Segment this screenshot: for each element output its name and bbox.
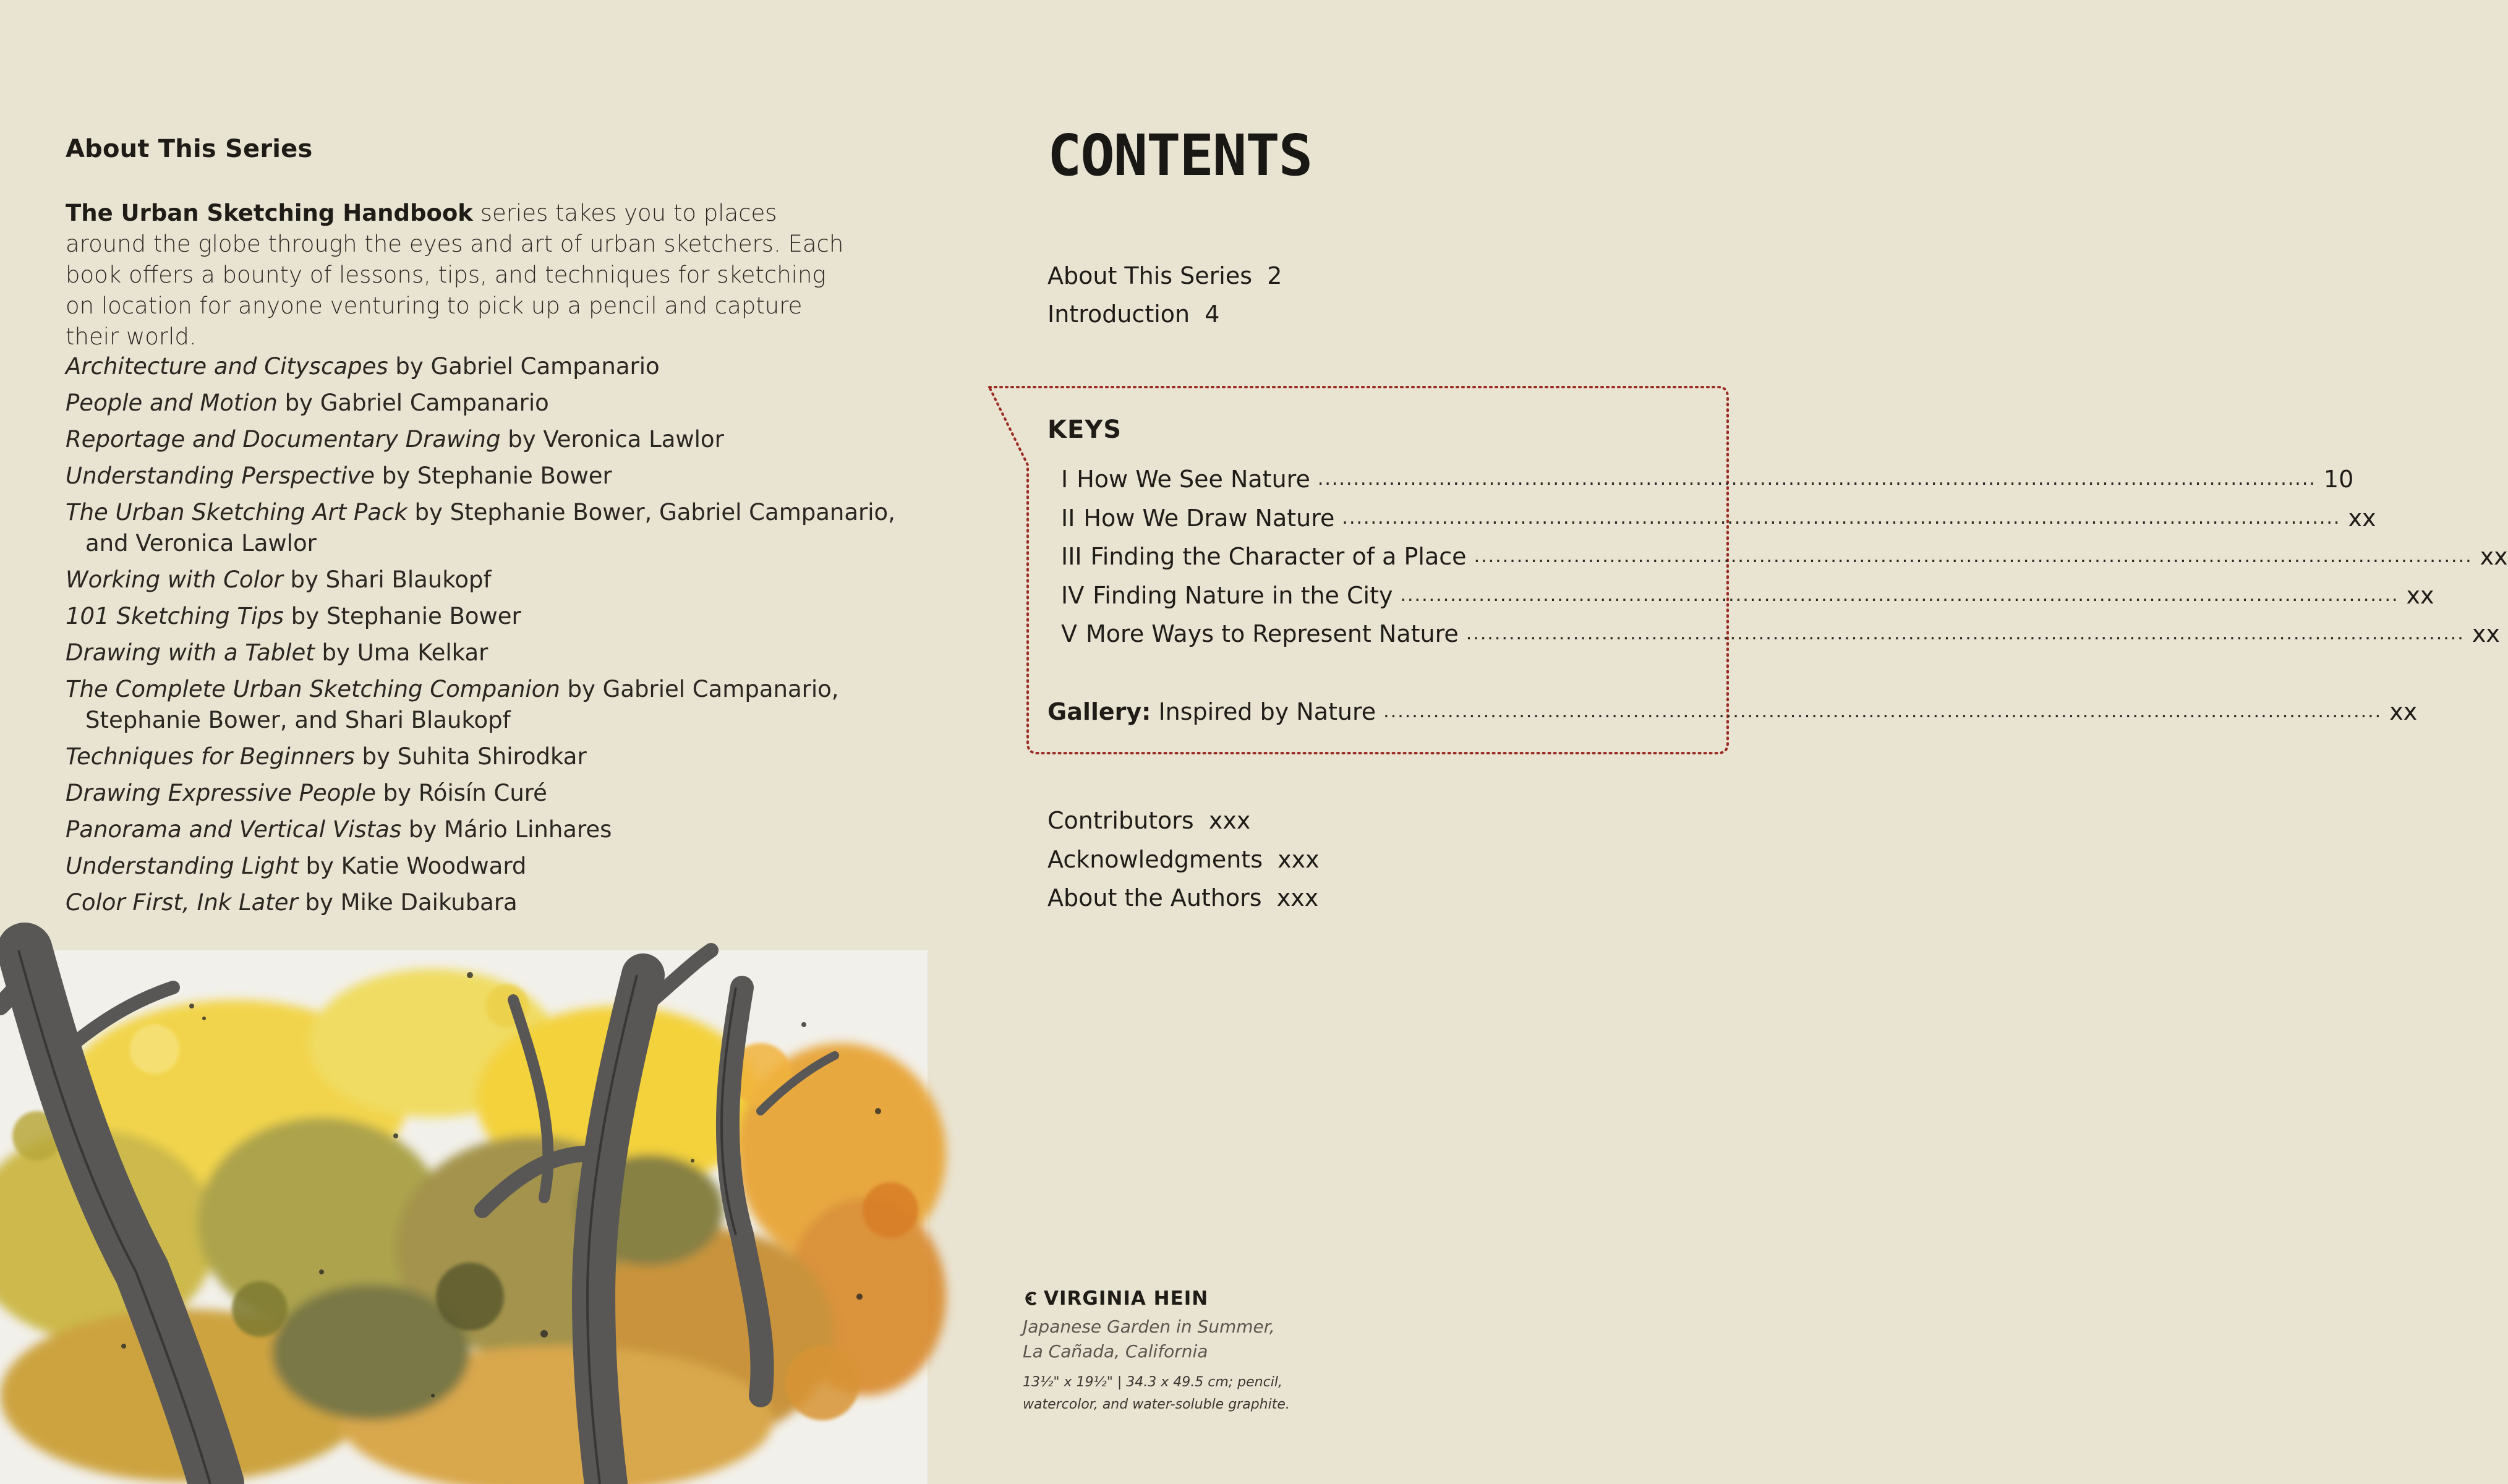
toc-entry-about-authors[interactable] (1047, 884, 1318, 911)
book-author: by Róisín Curé (375, 780, 547, 806)
key-page: xx (2472, 620, 2500, 647)
book-author-continued: and Veronica Lawlor (85, 530, 317, 556)
key-number: I (1061, 466, 1068, 493)
key-page: xx (2348, 505, 2376, 532)
toc-entry-label: About This Series (1047, 262, 1253, 289)
book-list-item (66, 814, 906, 845)
book-author: by Stephanie Bower (283, 603, 521, 629)
artwork-location: La Cañada, California (1023, 1341, 1208, 1362)
key-label: More Ways to Represent Nature (1086, 620, 1459, 647)
key-page: 10 (2323, 466, 2354, 493)
toc-entry-label: Acknowledgments (1047, 846, 1263, 873)
book-list-item (66, 741, 906, 772)
book-author: by Gabriel Campanario (388, 353, 660, 380)
toc-gallery[interactable] (1047, 695, 2418, 727)
gallery-label: Inspired by Nature (1158, 698, 1376, 725)
leader-dots: ............................................................................................................................................ (1400, 584, 2399, 606)
artwork-details (1023, 1371, 1290, 1416)
book-list-item (66, 424, 906, 455)
toc-entry-label: Introduction (1047, 301, 1190, 328)
book-list-item (66, 497, 906, 559)
key-page: xx (2480, 543, 2508, 570)
artist-credit (1023, 1287, 1208, 1310)
key-number: IV (1061, 582, 1085, 609)
toc-key-2[interactable] (1061, 501, 2376, 534)
book-list-item (66, 351, 906, 382)
series-intro (66, 198, 845, 352)
book-title: 101 Sketching Tips (66, 603, 284, 629)
book-author: by Mike Daikubara (297, 889, 518, 916)
book-list (66, 351, 906, 924)
toc-entry-page: xxx (1276, 884, 1319, 911)
key-label: How We Draw Nature (1083, 505, 1335, 532)
toc-key-4[interactable] (1061, 579, 2434, 611)
key-number: II (1061, 505, 1075, 532)
book-list-item (66, 674, 906, 736)
book-title: The Complete Urban Sketching Companion (66, 676, 560, 702)
book-list-item (66, 565, 906, 595)
book-list-item (66, 851, 906, 882)
book-author: by Gabriel Campanario, (560, 676, 839, 702)
book-author: by Katie Woodward (298, 853, 527, 879)
book-author: by Uma Kelkar (314, 639, 488, 666)
book-title: Understanding Light (66, 853, 299, 879)
gallery-page: xx (2389, 698, 2418, 725)
book-author: by Gabriel Campanario (277, 390, 549, 416)
artist-name: VIRGINIA HEIN (1044, 1287, 1209, 1310)
book-title: Working with Color (66, 566, 283, 593)
book-list-item (66, 388, 906, 419)
watercolor-painting (0, 950, 928, 1484)
artwork-medium: watercolor, and water-soluble graphite. (1023, 1397, 1290, 1412)
book-title: People and Motion (66, 390, 278, 416)
book-author: by Veronica Lawlor (500, 426, 724, 453)
toc-entry-page: xxx (1277, 846, 1320, 873)
book-author: by Mário Linhares (401, 816, 612, 843)
toc-entry-about-series[interactable] (1047, 262, 1282, 289)
toc-key-1[interactable] (1061, 463, 2354, 495)
toc-key-5[interactable] (1061, 617, 2500, 649)
series-name: The Urban Sketching Handbook (66, 200, 473, 226)
book-list-item (66, 461, 906, 492)
key-label: How We See Nature (1077, 466, 1310, 493)
leader-dots: ............................................................................................................................................ (1342, 507, 2341, 529)
book-title: Understanding Perspective (66, 463, 375, 489)
book-title: Color First, Ink Later (66, 889, 298, 916)
artwork-title-line: Japanese Garden in Summer, (1023, 1316, 1275, 1337)
leader-dots: ............................................................................................................................................ (1317, 468, 2316, 490)
book-author: by Suhita Shirodkar (354, 743, 587, 770)
series-description: series takes you to places around the globe through the eyes and art of urban sketchers. Each book offers a bounty of lessons, tips, and techniques for sketching on location for anyone venturing to pick up a pencil and capture their world. (66, 200, 844, 350)
book-list-item (66, 601, 906, 632)
book-list-item (66, 778, 906, 809)
leader-dots: ............................................................................................................................................ (1474, 545, 2473, 567)
keys-heading: KEYS (1047, 416, 1122, 444)
left-arrow-icon (1023, 1290, 1039, 1307)
book-author: by Stephanie Bower, Gabriel Campanario, (407, 499, 895, 526)
contents-title: CONTENTS (1047, 122, 1312, 189)
key-page: xx (2406, 582, 2434, 609)
leader-dots: ............................................................................................................................................ (1465, 623, 2465, 644)
book-title: Drawing Expressive People (66, 780, 376, 806)
book-title: Reportage and Documentary Drawing (66, 426, 501, 453)
book-title: Architecture and Cityscapes (66, 353, 388, 380)
key-number: III (1061, 543, 1082, 570)
toc-entry-page: 2 (1267, 262, 1282, 289)
toc-key-3[interactable] (1061, 540, 2508, 572)
book-author-continued: Stephanie Bower, and Shari Blaukopf (85, 707, 511, 733)
key-label: Finding the Character of a Place (1090, 543, 1467, 570)
artwork-dimensions: 13½" x 19½" | 34.3 x 49.5 cm; pencil, (1023, 1375, 1282, 1390)
toc-entry-acknowledgments[interactable] (1047, 846, 1320, 873)
key-label: Finding Nature in the City (1093, 582, 1393, 609)
book-author: by Shari Blaukopf (283, 566, 492, 593)
key-number: V (1061, 620, 1077, 647)
book-title: Drawing with a Tablet (66, 639, 315, 666)
book-list-item (66, 887, 906, 918)
toc-entry-page: xxx (1208, 807, 1251, 834)
toc-entry-contributors[interactable] (1047, 807, 1250, 834)
artwork-title (1023, 1315, 1275, 1364)
leader-dots: ............................................................................................................................................ (1383, 701, 2382, 722)
book-title: Panorama and Vertical Vistas (66, 816, 402, 843)
book-title: Techniques for Beginners (66, 743, 355, 770)
series-heading: About This Series (66, 135, 313, 163)
toc-entry-label: Contributors (1047, 807, 1194, 834)
book-author: by Stephanie Bower (374, 463, 612, 489)
toc-entry-introduction[interactable] (1047, 301, 1219, 328)
toc-entry-page: 4 (1205, 301, 1220, 328)
toc-entry-label: About the Authors (1047, 884, 1262, 911)
book-list-item (66, 638, 906, 668)
gallery-label-bold: Gallery: (1047, 698, 1151, 725)
book-title: The Urban Sketching Art Pack (66, 499, 407, 526)
